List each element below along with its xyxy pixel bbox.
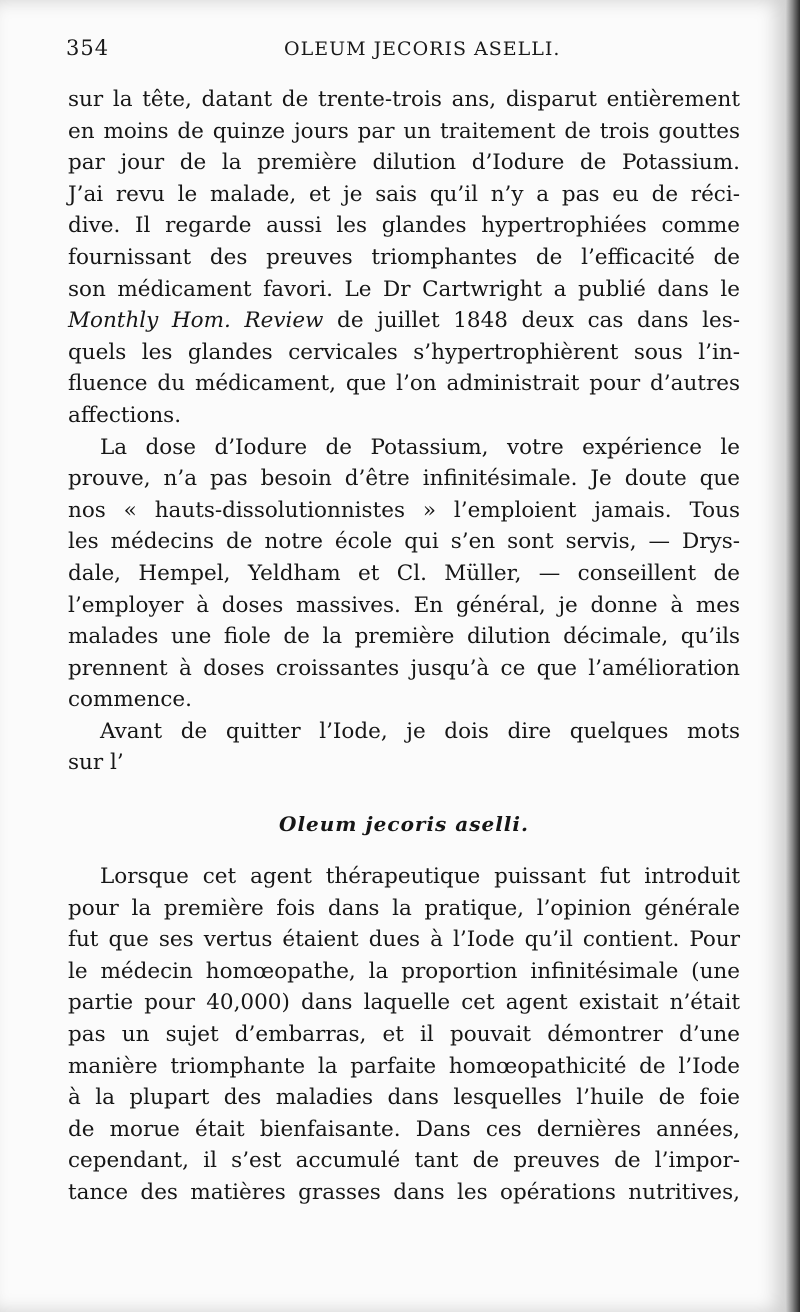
text-line: sur l’: [68, 750, 124, 776]
page-edge-shadow: [786, 0, 800, 1312]
text-line: dive. Il regarde aussi les glandes hypertrophiées comme: [68, 213, 740, 239]
running-title: OLEUM JECORIS ASELLI.: [284, 38, 561, 60]
text-line: prouve, n’a pas besoin d’être infinitésimale. Je doute que: [68, 466, 740, 492]
text-line: La dose d’Iodure de Potassium, votre expérience le: [100, 434, 740, 460]
text-line: tance des matières grasses dans les opérations nutritives,: [68, 1180, 740, 1205]
page-number: 354: [66, 36, 110, 60]
text-line: Lorsque cet agent thérapeutique puissant fut introduit: [100, 864, 740, 890]
text-line: prennent à doses croissantes jusqu’à ce que l’amélioration: [68, 655, 740, 681]
text-line: Avant de quitter l’Iode, je dois dire quelques mots: [100, 718, 740, 744]
text-line: fluence du médicament, que l’on administrait pour d’autres: [68, 371, 740, 397]
text-fragment: de juillet 1848 deux cas dans les-: [323, 308, 740, 334]
text-line: à la plupart des maladies dans lesquelles l’huile de foie: [68, 1085, 740, 1111]
text-line: par jour de la première dilution d’Iodure de Potassium.: [68, 150, 740, 176]
text-line: fournissant des preuves triomphantes de l’efficacité de: [68, 244, 740, 270]
text-line: dale, Hempel, Yeldham et Cl. Müller, — conseillent de: [68, 560, 740, 586]
text-line: en moins de quinze jours par un traitement de trois gouttes: [68, 118, 740, 144]
text-line: [68, 305, 740, 337]
text-line: de morue était bienfaisante. Dans ces dernières années,: [68, 1116, 740, 1142]
text-line: pas un sujet d’embarras, et il pouvait démontrer d’une: [68, 1022, 740, 1048]
text-line: son médicament favori. Le Dr Cartwright a publié dans le: [68, 276, 740, 302]
text-line: nos « hauts-dissolutionnistes » l’emploient jamais. Tous: [68, 497, 740, 523]
text-line: quels les glandes cervicales s’hypertrophièrent sous l’in-: [68, 339, 740, 365]
text-line: le médecin homœopathe, la proportion infinitésimale (une: [68, 958, 740, 984]
text-line: commence.: [68, 687, 192, 713]
text-line: affections.: [68, 402, 182, 428]
text-line: fut que ses vertus étaient dues à l’Iode qu’il contient. Pour: [68, 927, 740, 953]
text-line: manière triomphante la parfaite homœopathicité de l’Iode: [68, 1053, 740, 1079]
running-header: [66, 36, 686, 68]
text-line: J’ai revu le malade, et je sais qu’il n’y a pas eu de réci-: [68, 181, 740, 207]
text-line: malades une fiole de la première dilution décimale, qu’ils: [68, 624, 740, 650]
text-line: sur la tête, datant de trente-trois ans, disparut entièrement: [68, 87, 740, 112]
body-text: [68, 84, 740, 1209]
text-line: les médecins de notre école qui s’en sont servis, — Drys-: [68, 529, 740, 555]
text-line: partie pour 40,000) dans laquelle cet agent existait n’était: [68, 990, 740, 1016]
journal-title: Monthly Hom. Review: [68, 308, 324, 334]
text-line: l’employer à doses massives. En général, je donne à mes: [68, 592, 740, 618]
section-heading: Oleum jecoris aselli.: [279, 812, 529, 837]
text-line: cependant, il s’est accumulé tant de preuves de l’impor-: [68, 1148, 740, 1174]
text-line: pour la première fois dans la pratique, l’opinion générale: [68, 895, 740, 921]
